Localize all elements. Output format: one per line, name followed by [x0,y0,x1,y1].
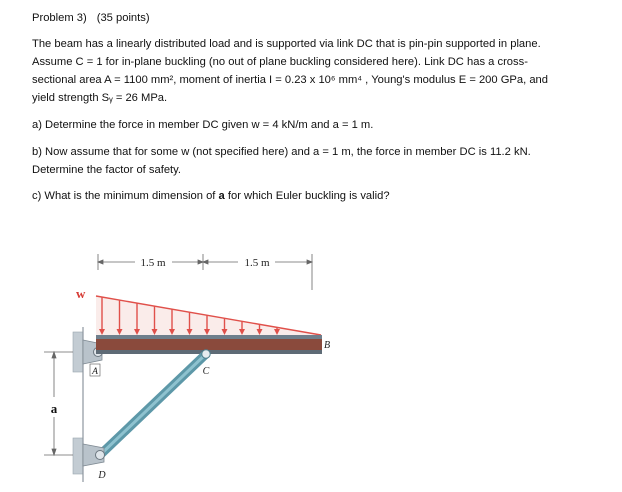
part-b-line-2: Determine the factor of safety. [32,164,182,176]
label-B: B [324,340,331,351]
dim-arrow-1 [98,260,103,264]
part-c [32,187,390,205]
label-C: C [202,366,210,377]
beam-top-flange [96,335,322,339]
pin-C [202,350,210,358]
dim-arrow-3 [203,260,208,264]
part-c-post: for which Euler buckling is valid? [224,190,390,202]
distributed-load [96,296,321,335]
part-a: a) Determine the force in member DC given w = 4 kN/m and a = 1 m. [32,119,374,131]
label-a: a [50,401,58,416]
label-A: A [92,367,98,377]
problem-header [32,9,150,27]
dim-arrow-4 [307,260,312,264]
beam-figure [40,232,340,488]
dim-a-arrow-bottom [52,449,56,455]
link-highlight [100,354,206,455]
wall-support [73,327,83,482]
problem-title: Problem 3) [32,12,87,24]
beam-web [96,339,322,350]
link-DC [100,350,210,455]
dim-label-left: 1.5 m [140,257,166,269]
problem-points: (35 points) [96,12,150,24]
dim-label-right: 1.5 m [244,257,270,269]
pin-support-D [83,444,105,466]
intro-line-2: Assume C = 1 for in-plane buckling (no out of plane buckling considered here). Link DC has a cross- [32,56,528,68]
pin-D [96,451,105,460]
wall-plate-bottom [73,438,83,474]
dimension-a [44,352,73,455]
wall-plate-top [73,332,83,372]
load-label-w: w [76,286,86,301]
label-D: D [98,470,106,481]
part-c-symbol: a [218,190,225,202]
part-c-pre: c) What is the minimum dimension of [32,190,219,202]
dim-a-arrow-top [52,352,56,358]
intro-line-4: yield strength Sᵧ = 26 MPa. [32,92,168,104]
dimension-lines [98,254,312,290]
intro-line-3: sectional area A = 1100 mm², moment of inertia I = 0.23 x 10⁶ mm⁴ , Young's modulus E = 200 GPa, and [32,74,548,86]
part-b-line-1: b) Now assume that for some w (not specified here) and a = 1 m, the force in member DC is 11.2 kN. [32,146,531,158]
intro-line-1: The beam has a linearly distributed load and is supported via link DC that is pin-pin supported in plane. [32,38,541,50]
